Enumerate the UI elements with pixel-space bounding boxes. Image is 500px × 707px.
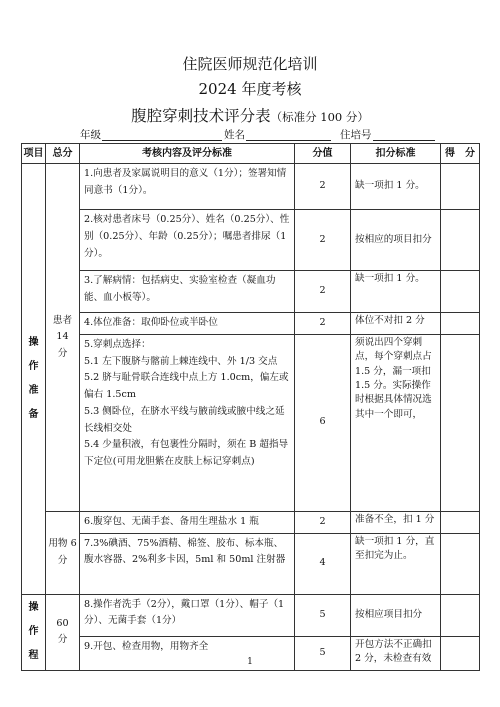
score-cell: 2 [295, 271, 351, 313]
trainee-id-field[interactable] [373, 140, 435, 141]
section-patient: 患者 14 分 [46, 164, 80, 512]
deduction-cell: 按相应项目扣分 [351, 594, 441, 636]
content-cell: 8.操作者洗手（2分），戴口罩（1分）、帽子（1分）、无菌手套（1分） [80, 594, 295, 636]
table-row [22, 164, 480, 210]
content-cell [80, 334, 295, 511]
score-cell: 2 [295, 210, 351, 271]
title-line-1: 住院医师规范化培训 [182, 55, 318, 73]
header-score: 分值 [295, 144, 351, 164]
deduction-cell: 按相应的项目扣分 [351, 210, 441, 271]
section-prep: 操作准备 [22, 164, 46, 595]
content-cell: 2.核对患者床号（0.25分）、姓名（0.25分）、性别（0.25分）、年龄（0.25分）；嘱患者排尿（1分）。 [80, 210, 295, 271]
deduction-cell: 开包方法不正确扣 2 分，未检查有效 [351, 636, 441, 670]
obtained-cell[interactable] [441, 271, 480, 313]
score-cell: 5 [295, 594, 351, 636]
content-line: 5.1 左下腹脐与髂前上棘连线中、外 1/3 交点 [84, 355, 278, 367]
deduction-cell: 体位不对扣 2 分 [351, 313, 441, 335]
content-cell: 4.体位准备：取仰卧位或半卧位 [80, 313, 295, 335]
info-line [0, 127, 500, 143]
obtained-cell[interactable] [441, 511, 480, 533]
score-cell: 5 [295, 636, 351, 670]
content-cell: 3.了解病情：包括病史、实验室检查（凝血功能、血小板等）。 [80, 271, 295, 313]
content-line: 5.3 侧卧位，在脐水平线与腋前线或腋中线之延长线相交处 [84, 405, 285, 434]
table-row [22, 271, 480, 313]
section-procedure-total: 60 分 [46, 594, 80, 670]
header-obtained: 得 分 [441, 144, 480, 164]
standard-score-note: （标准分 100 分） [270, 110, 369, 124]
score-cell: 6 [295, 334, 351, 511]
name-field[interactable] [246, 140, 331, 141]
obtained-cell[interactable] [441, 334, 480, 511]
content-line: 5.穿刺点选择： [84, 338, 151, 350]
grade-label: 年级 [80, 129, 101, 141]
content-cell: 6.腹穿包、无菌手套、备用生理盐水 1 瓶 [80, 511, 295, 533]
table-row [22, 594, 480, 636]
deduction-cell: 准备不全，扣 1 分 [351, 511, 441, 533]
obtained-cell[interactable] [441, 210, 480, 271]
score-cell: 2 [295, 164, 351, 210]
page-number: 1 [247, 657, 253, 667]
form-title: 腹腔穿刺技术评分表 [131, 107, 271, 125]
content-cell: 9.开包、检查用物，用物齐全 [80, 636, 295, 670]
deduction-cell: 缺一项扣 1 分。 [351, 271, 441, 313]
header-content: 考核内容及评分标准 [80, 144, 295, 164]
title-line-2: 2024 年度考核 [198, 80, 302, 98]
header-item: 项目 [22, 144, 46, 164]
scoring-table [21, 143, 480, 671]
score-cell: 4 [295, 533, 351, 594]
table-row [22, 533, 480, 594]
table-row [22, 313, 480, 335]
table-header-row [22, 144, 480, 164]
content-cell: 7.3%碘酒、75%酒精、棉签、胶布、标本瓶、腹水容器、2%利多卡因，5ml 和 50ml 注射器 [80, 533, 295, 594]
grade-field[interactable] [102, 140, 222, 141]
title-line-3 [0, 104, 500, 126]
table-row [22, 334, 480, 511]
name-label: 姓名 [224, 129, 245, 141]
header-total: 总分 [46, 144, 80, 164]
header-deduction: 扣分标准 [351, 144, 441, 164]
deduction-cell: 缺一项扣 1 分。 [351, 164, 441, 210]
deduction-cell: 缺一项扣 1 分，直至扣完为止。 [351, 533, 441, 594]
content-line: 5.4 少量积液，有包裹性分隔时，须在 B 超指导下定位(可用龙胆紫在皮肤上标记穿刺点) [84, 439, 289, 468]
obtained-cell[interactable] [441, 594, 480, 636]
content-line: 5.2 脐与耻骨联合连线中点上方 1.0cm，偏左或偏右 1.5cm [84, 372, 289, 401]
score-cell: 2 [295, 313, 351, 335]
obtained-cell[interactable] [441, 164, 480, 210]
trainee-id-label: 住培号 [340, 129, 372, 141]
table-row [22, 210, 480, 271]
obtained-cell[interactable] [441, 533, 480, 594]
section-items: 用物 6 分 [46, 511, 80, 594]
content-cell: 1.向患者及家属说明目的意义（1分）；签署知情同意书（1分）。 [80, 164, 295, 210]
obtained-cell[interactable] [441, 313, 480, 335]
score-cell: 2 [295, 511, 351, 533]
deduction-cell: 须说出四个穿刺点，每个穿刺点占 1.5 分，漏一项扣 1.5 分。实际操作时根据具体情况选其中一个即可， [351, 334, 441, 511]
section-procedure: 操作程 [22, 594, 46, 670]
table-row [22, 511, 480, 533]
